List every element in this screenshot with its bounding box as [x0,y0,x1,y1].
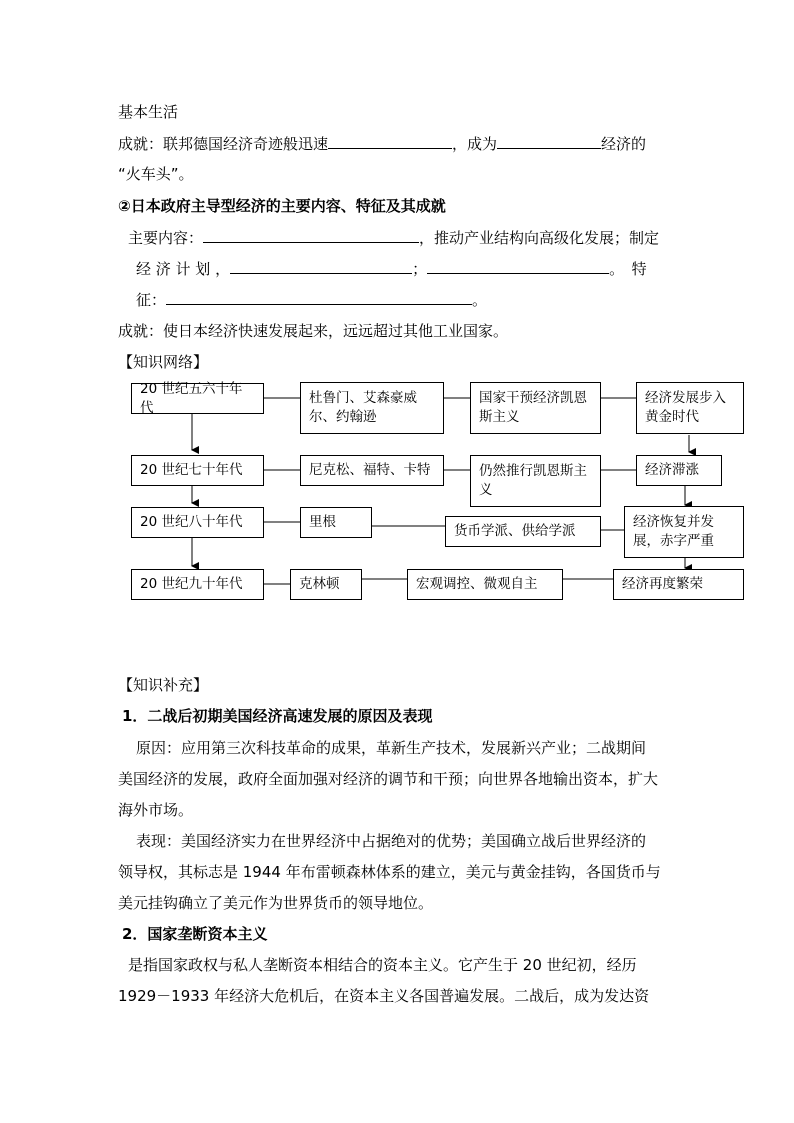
text-line-basic-life: 基本生活 [118,103,179,121]
paragraph-monopoly-line2: 1929－1933 年经济大危机后，在资本主义各国普遍发展。二战后，成为发达资 [118,987,650,1005]
text-line-features: 征： 。 [136,291,488,309]
paragraph-reasons-line1: 原因：应用第三次科技革命的成果，革新生产技术，发展新兴产业；二战期间 [136,739,647,757]
text-line-germany-achievement: 成就：联邦德国经济奇迹般迅速 ，成为 经济的 [118,135,647,153]
result-box-stagflation: 经济滞涨 [636,455,722,486]
heading-us-economy: 1．二战后初期美国经济高速发展的原因及表现 [122,707,433,725]
decade-box-50s-60s: 20 世纪五六十年代 [131,383,264,414]
result-box-golden-age: 经济发展步入黄金时代 [636,382,744,434]
policy-box-keynesian: 国家干预经济凯恩斯主义 [470,382,601,434]
president-box-truman-eisenhower-johnson: 杜鲁门、艾森豪威尔、约翰逊 [300,382,444,434]
policy-box-monetarism-supply: 货币学派、供给学派 [445,516,601,547]
president-box-clinton: 克林顿 [290,569,362,600]
paragraph-performance-line3: 美元挂钩确立了美元作为世界货币的领导地位。 [118,894,434,912]
text-line-main-content: 主要内容： ，推动产业结构向高级化发展；制定 [128,229,660,247]
text-line-economic-plan: 经 济 计 划 ， ； 。 特 [136,260,647,278]
paragraph-monopoly-line1: 是指国家政权与私人垄断资本相结合的资本主义。它产生于 20 世纪初，经历 [128,956,637,974]
text-line-japan-achievement: 成就：使日本经济快速发展起来，远远超过其他工业国家。 [118,322,509,340]
section-title-knowledge-network: 【知识网络】 [118,353,209,371]
president-box-reagan: 里根 [300,507,372,538]
president-box-nixon-ford-carter: 尼克松、福特、卡特 [300,455,444,486]
policy-box-macro-micro: 宏观调控、微观自主 [407,569,563,600]
result-box-prosperity: 经济再度繁荣 [613,569,744,600]
decade-box-70s: 20 世纪七十年代 [131,455,264,486]
policy-box-still-keynesian: 仍然推行凯恩斯主义 [470,455,601,507]
heading-japan-economy: ②日本政府主导型经济的主要内容、特征及其成就 [118,197,446,215]
paragraph-reasons-line2: 美国经济的发展，政府全面加强对经济的调节和干预；向世界各地输出资本，扩大 [118,770,659,788]
decade-box-80s: 20 世纪八十年代 [131,507,264,538]
result-box-recovery-deficit: 经济恢复并发展，赤字严重 [624,506,744,558]
decade-box-90s: 20 世纪九十年代 [131,569,264,600]
paragraph-performance-line2: 领导权，其标志是 1944 年布雷顿森林体系的建立，美元与黄金挂钩，各国货币与 [118,863,661,881]
section-title-knowledge-supplement: 【知识补充】 [118,676,209,694]
paragraph-performance-line1: 表现：美国经济实力在世界经济中占据绝对的优势；美国确立战后世界经济的 [136,832,647,850]
heading-state-monopoly-capitalism: 2．国家垄断资本主义 [122,925,268,943]
paragraph-reasons-line3: 海外市场。 [118,801,194,819]
text-line-locomotive: “火车头”。 [118,165,194,183]
